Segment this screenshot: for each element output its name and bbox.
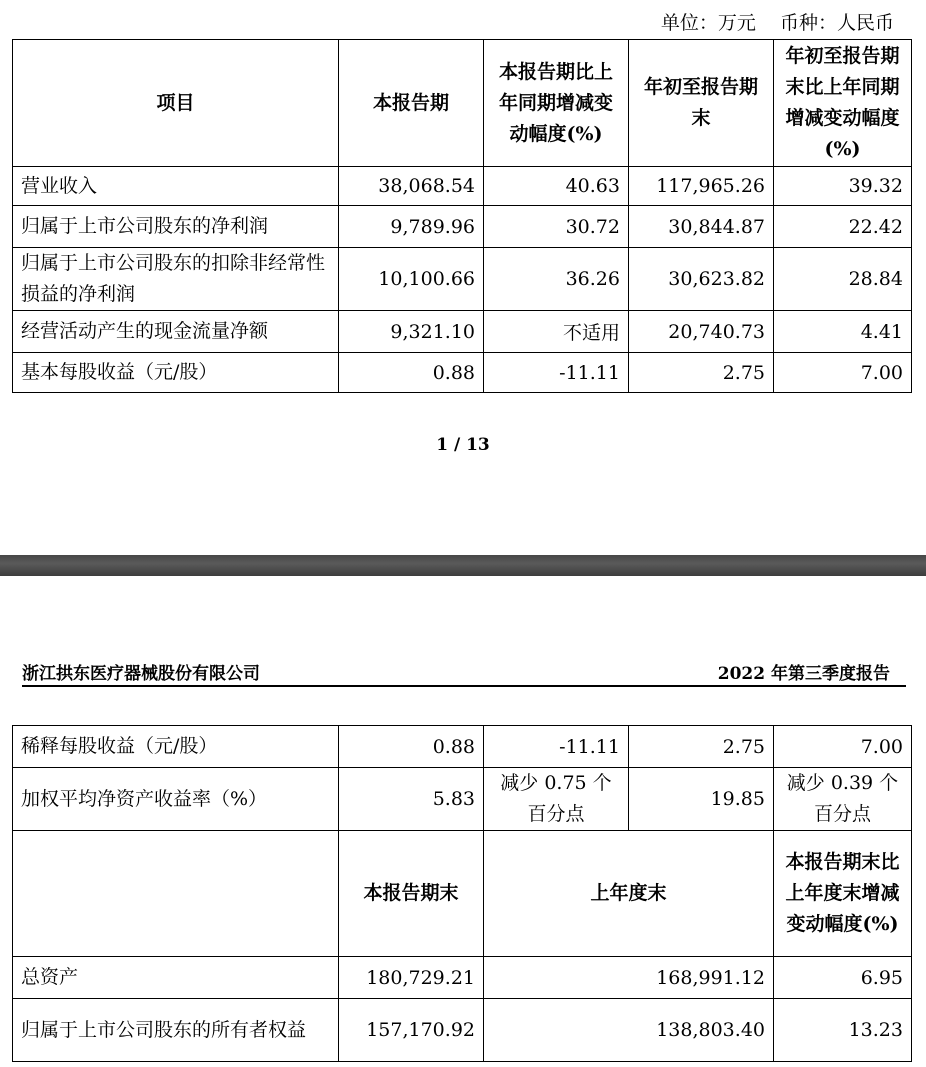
- ytd-value: 30,844.87: [629, 206, 774, 248]
- header-ytd-change: 年初至报告期末比上年同期增减变动幅度(%): [774, 40, 912, 167]
- row-item-label: 归属于上市公司股东的所有者权益: [13, 999, 339, 1062]
- ytd-value: 2.75: [629, 726, 774, 768]
- page-number: 1 / 13: [436, 435, 490, 455]
- table-row: [13, 726, 912, 768]
- ytd-change-value: 28.84: [774, 248, 912, 311]
- current-period-value: 38,068.54: [339, 167, 484, 206]
- current-period-end-value: 180,729.21: [339, 957, 484, 999]
- period-change-value: -11.11: [484, 353, 629, 393]
- last-year-end-value: 168,991.12: [484, 957, 774, 999]
- current-period-value: 5.83: [339, 768, 484, 831]
- ytd-value: 30,623.82: [629, 248, 774, 311]
- row-item-label: 基本每股收益（元/股）: [13, 353, 339, 393]
- report-title: 2022 年第三季度报告: [717, 664, 890, 684]
- row-item-label: 稀释每股收益（元/股）: [13, 726, 339, 768]
- financial-table-page2: [12, 725, 912, 1062]
- current-period-value: 0.88: [339, 726, 484, 768]
- row-item-label: 经营活动产生的现金流量净额: [13, 311, 339, 353]
- page-divider: [0, 555, 926, 576]
- last-year-end-value: 138,803.40: [484, 999, 774, 1062]
- ytd-value: 19.85: [629, 768, 774, 831]
- table-row: [13, 768, 912, 831]
- period-change-value: -11.11: [484, 726, 629, 768]
- period-change-value: 不适用: [484, 311, 629, 353]
- financial-table-page1: [12, 39, 912, 393]
- document-header: [22, 659, 906, 687]
- header-blank: [13, 831, 339, 957]
- current-period-end-value: 157,170.92: [339, 999, 484, 1062]
- ytd-change-value: 减少 0.39 个百分点: [774, 768, 912, 831]
- header-period-end-change: 本报告期末比上年度末增减变动幅度(%): [774, 831, 912, 957]
- table-row: [13, 957, 912, 999]
- period-change-value: 30.72: [484, 206, 629, 248]
- period-change-value: 40.63: [484, 167, 629, 206]
- row-item-label: 总资产: [13, 957, 339, 999]
- unit-currency-line: 单位：万元 币种：人民币: [660, 12, 894, 34]
- table-row: [13, 206, 912, 248]
- ytd-change-value: 7.00: [774, 353, 912, 393]
- ytd-change-value: 22.42: [774, 206, 912, 248]
- ytd-change-value: 7.00: [774, 726, 912, 768]
- table-header-row: [13, 40, 912, 167]
- table-header-row: [13, 831, 912, 957]
- current-period-value: 9,321.10: [339, 311, 484, 353]
- row-item-label: 加权平均净资产收益率（%）: [13, 768, 339, 831]
- table-row: [13, 248, 912, 311]
- row-item-label: 归属于上市公司股东的净利润: [13, 206, 339, 248]
- current-period-value: 0.88: [339, 353, 484, 393]
- period-end-change-value: 6.95: [774, 957, 912, 999]
- period-change-value: 减少 0.75 个百分点: [484, 768, 629, 831]
- header-ytd: 年初至报告期末: [629, 40, 774, 167]
- header-current-period-end: 本报告期末: [339, 831, 484, 957]
- period-end-change-value: 13.23: [774, 999, 912, 1062]
- header-period-change: 本报告期比上年同期增减变动幅度(%): [484, 40, 629, 167]
- current-period-value: 9,789.96: [339, 206, 484, 248]
- period-change-value: 36.26: [484, 248, 629, 311]
- row-item-label: 归属于上市公司股东的扣除非经常性损益的净利润: [13, 248, 339, 311]
- table-row: [13, 999, 912, 1062]
- header-last-year-end: 上年度末: [484, 831, 774, 957]
- header-item: 项目: [13, 40, 339, 167]
- ytd-change-value: 39.32: [774, 167, 912, 206]
- ytd-value: 20,740.73: [629, 311, 774, 353]
- current-period-value: 10,100.66: [339, 248, 484, 311]
- table-row: [13, 353, 912, 393]
- table-row: [13, 167, 912, 206]
- ytd-value: 117,965.26: [629, 167, 774, 206]
- header-current-period: 本报告期: [339, 40, 484, 167]
- row-item-label: 营业收入: [13, 167, 339, 206]
- ytd-value: 2.75: [629, 353, 774, 393]
- ytd-change-value: 4.41: [774, 311, 912, 353]
- company-name: 浙江拱东医疗器械股份有限公司: [22, 664, 260, 684]
- table-row: [13, 311, 912, 353]
